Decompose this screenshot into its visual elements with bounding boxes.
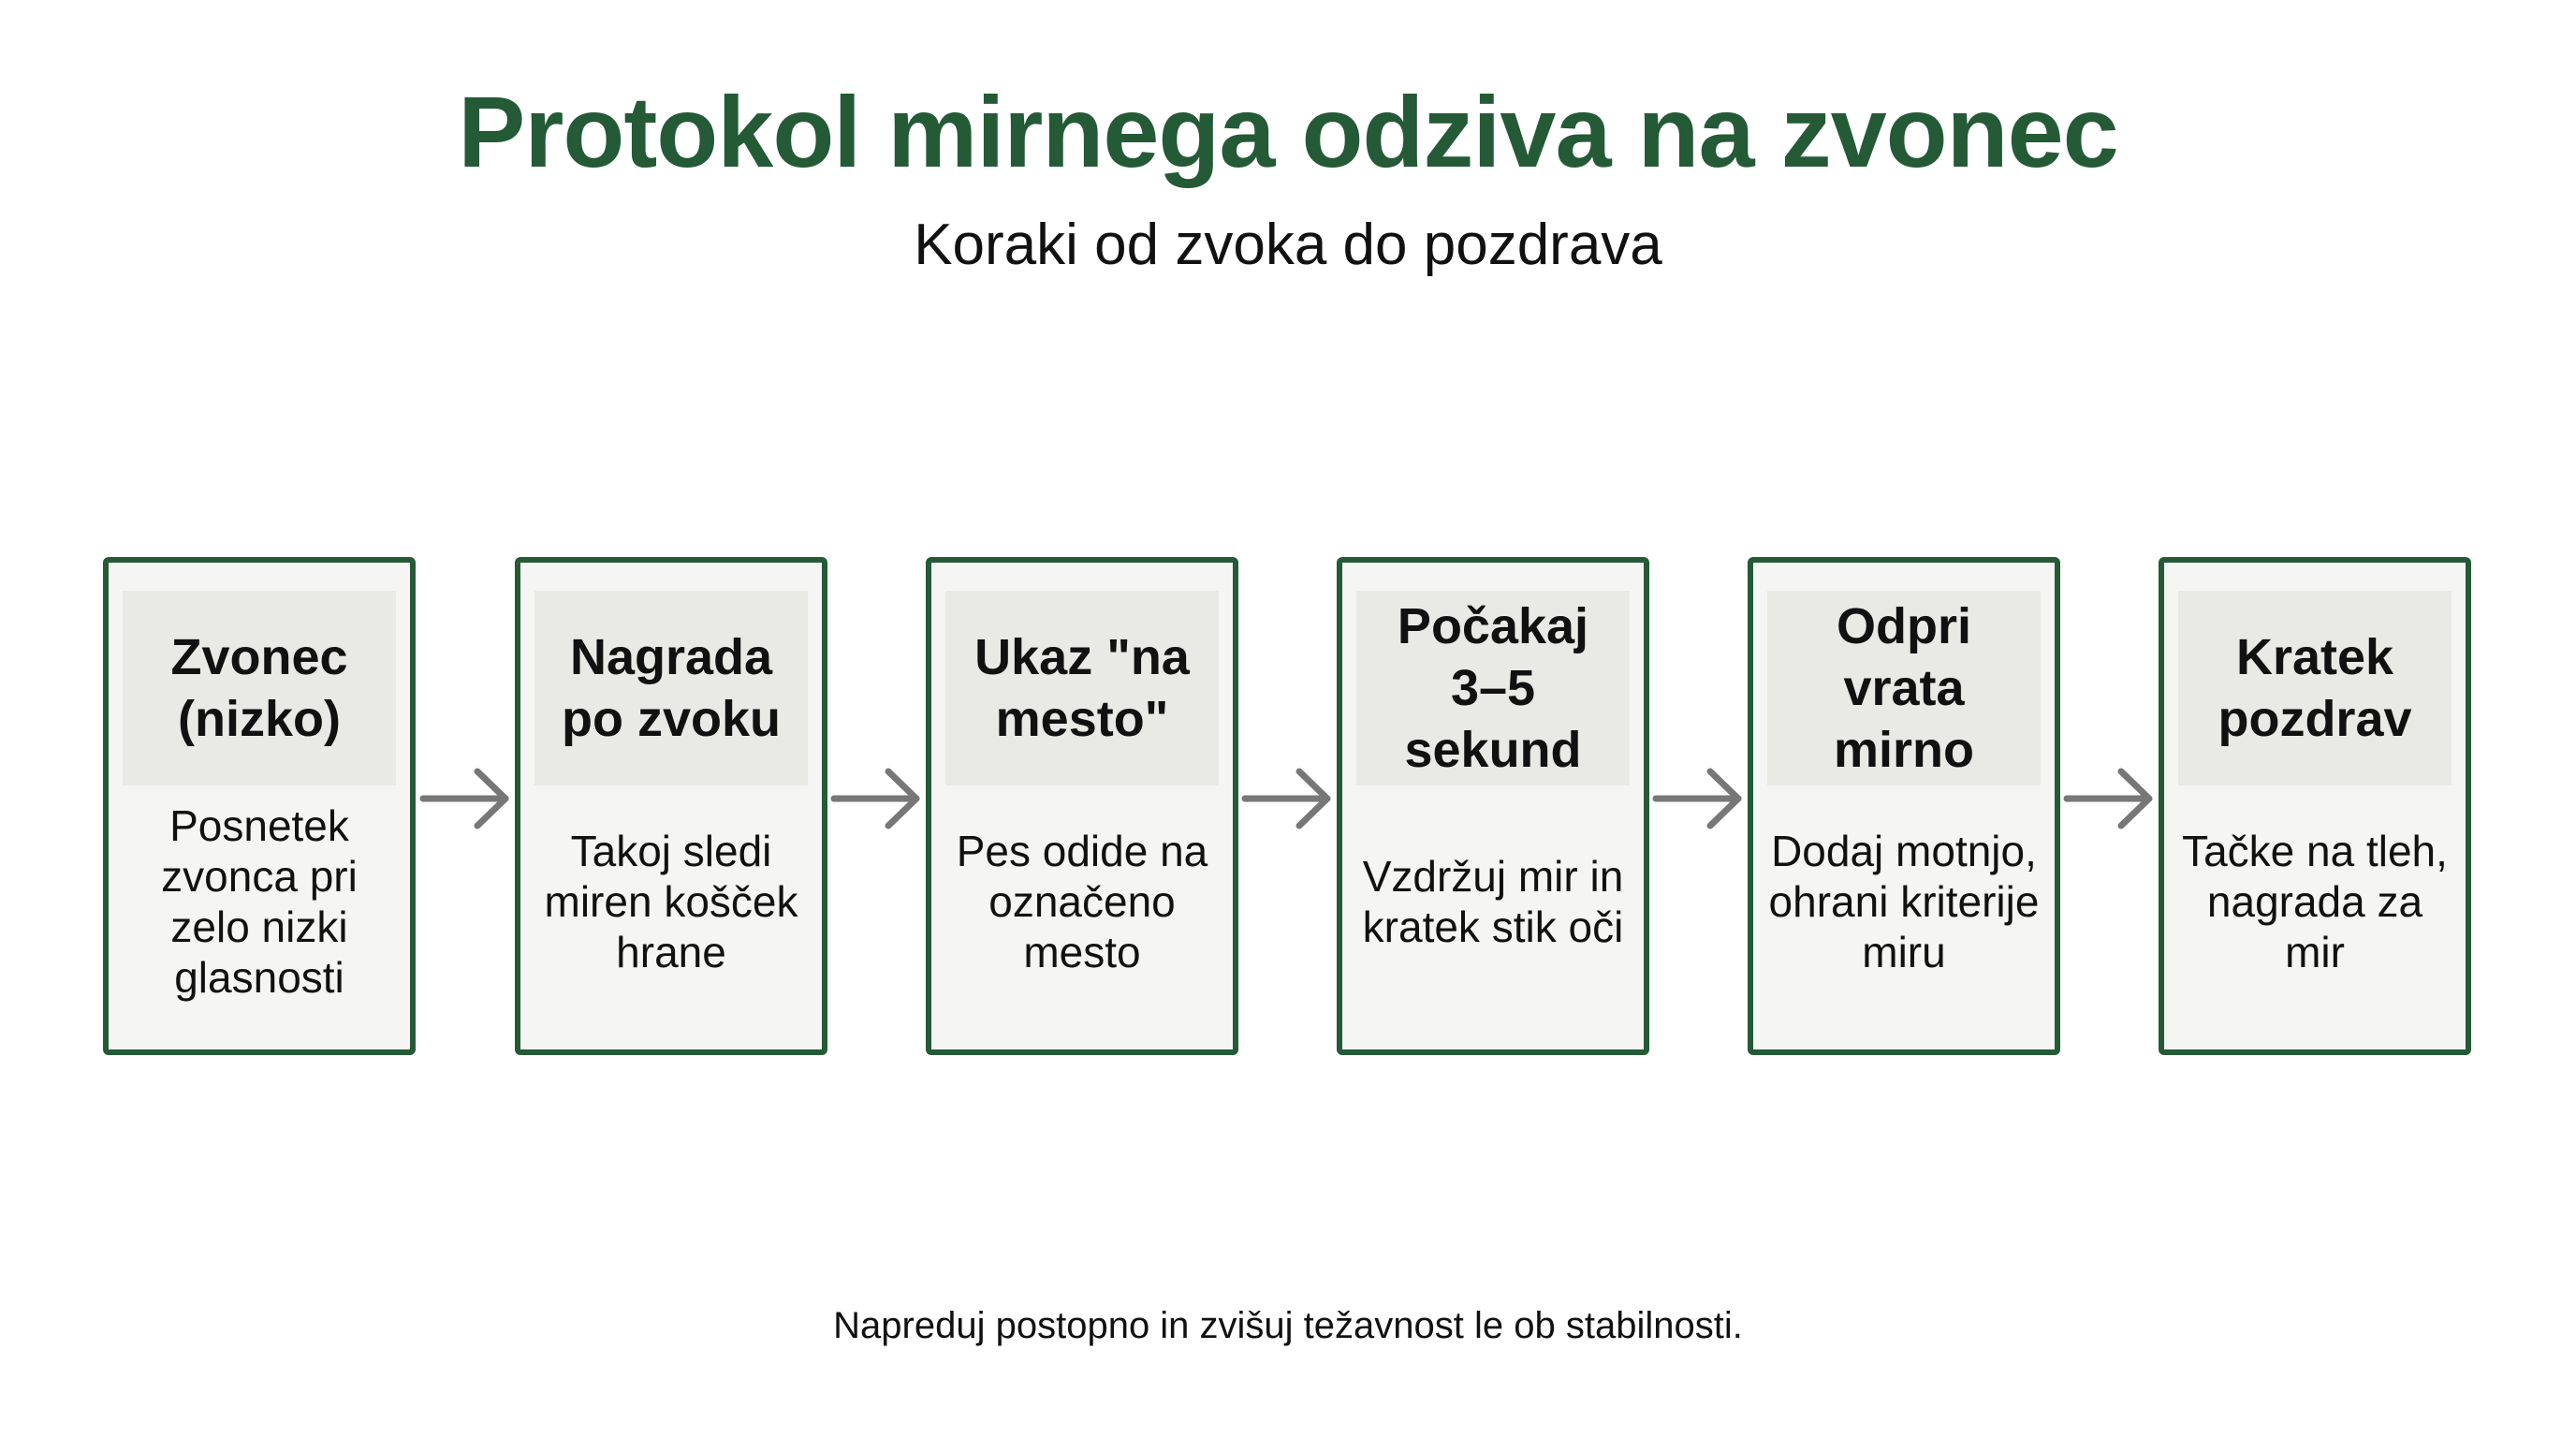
step-6-description: Tačke na tleh, nagrada za mir [2182, 827, 2448, 976]
step-2-body [530, 808, 812, 995]
step-1-header [123, 591, 396, 785]
arrow-right-icon [834, 771, 916, 826]
arrow-right-icon [1245, 771, 1327, 826]
step-5-description: Dodaj motnjo, ohrani kriterije miru [1768, 827, 2040, 976]
step-1-box [103, 557, 416, 1055]
arrow-right-icon [2067, 771, 2149, 826]
step-3-box [926, 557, 1238, 1055]
footer-note: Napreduj postopno in zvišuj težavnost le ob stabilnosti. [833, 1305, 1743, 1346]
step-2-box [515, 557, 827, 1055]
step-5-title: Odpri vrata mirno [1833, 598, 1974, 778]
step-1-title: Zvonec (nizko) [170, 629, 348, 747]
step-4-header [1356, 591, 1630, 785]
page-title: Protokol mirnega odziva na zvonec [458, 75, 2118, 188]
step-4-description: Vzdržuj mir in kratek stik oči [1362, 852, 1624, 951]
step-5-header [1767, 591, 2041, 785]
step-4-box [1337, 557, 1649, 1055]
step-6-box [2159, 557, 2471, 1055]
step-6-title: Kratek pozdrav [2217, 629, 2412, 747]
step-3-body [941, 808, 1223, 995]
step-5-body [1763, 808, 2045, 995]
step-5-box [1748, 557, 2060, 1055]
step-2-title: Nagrada po zvoku [561, 629, 781, 747]
arrow-right-icon [423, 771, 505, 826]
step-3-header [945, 591, 1219, 785]
step-6-header [2178, 591, 2452, 785]
arrow-right-icon [1656, 771, 1738, 826]
page-subtitle: Koraki od zvoka do pozdrava [914, 213, 1662, 277]
step-3-description: Pes odide na označeno mesto [956, 827, 1208, 976]
step-4-body [1352, 808, 1634, 995]
step-3-title: Ukaz "na mesto" [974, 629, 1190, 747]
step-4-title: Počakaj 3–5 sekund [1397, 598, 1589, 778]
step-2-description: Takoj sledi miren košček hrane [544, 827, 798, 976]
step-1-body [118, 801, 401, 1002]
step-6-body [2174, 808, 2456, 995]
step-2-header [534, 591, 808, 785]
step-1-description: Posnetek zvonca pri zelo nizki glasnosti [161, 801, 358, 1002]
